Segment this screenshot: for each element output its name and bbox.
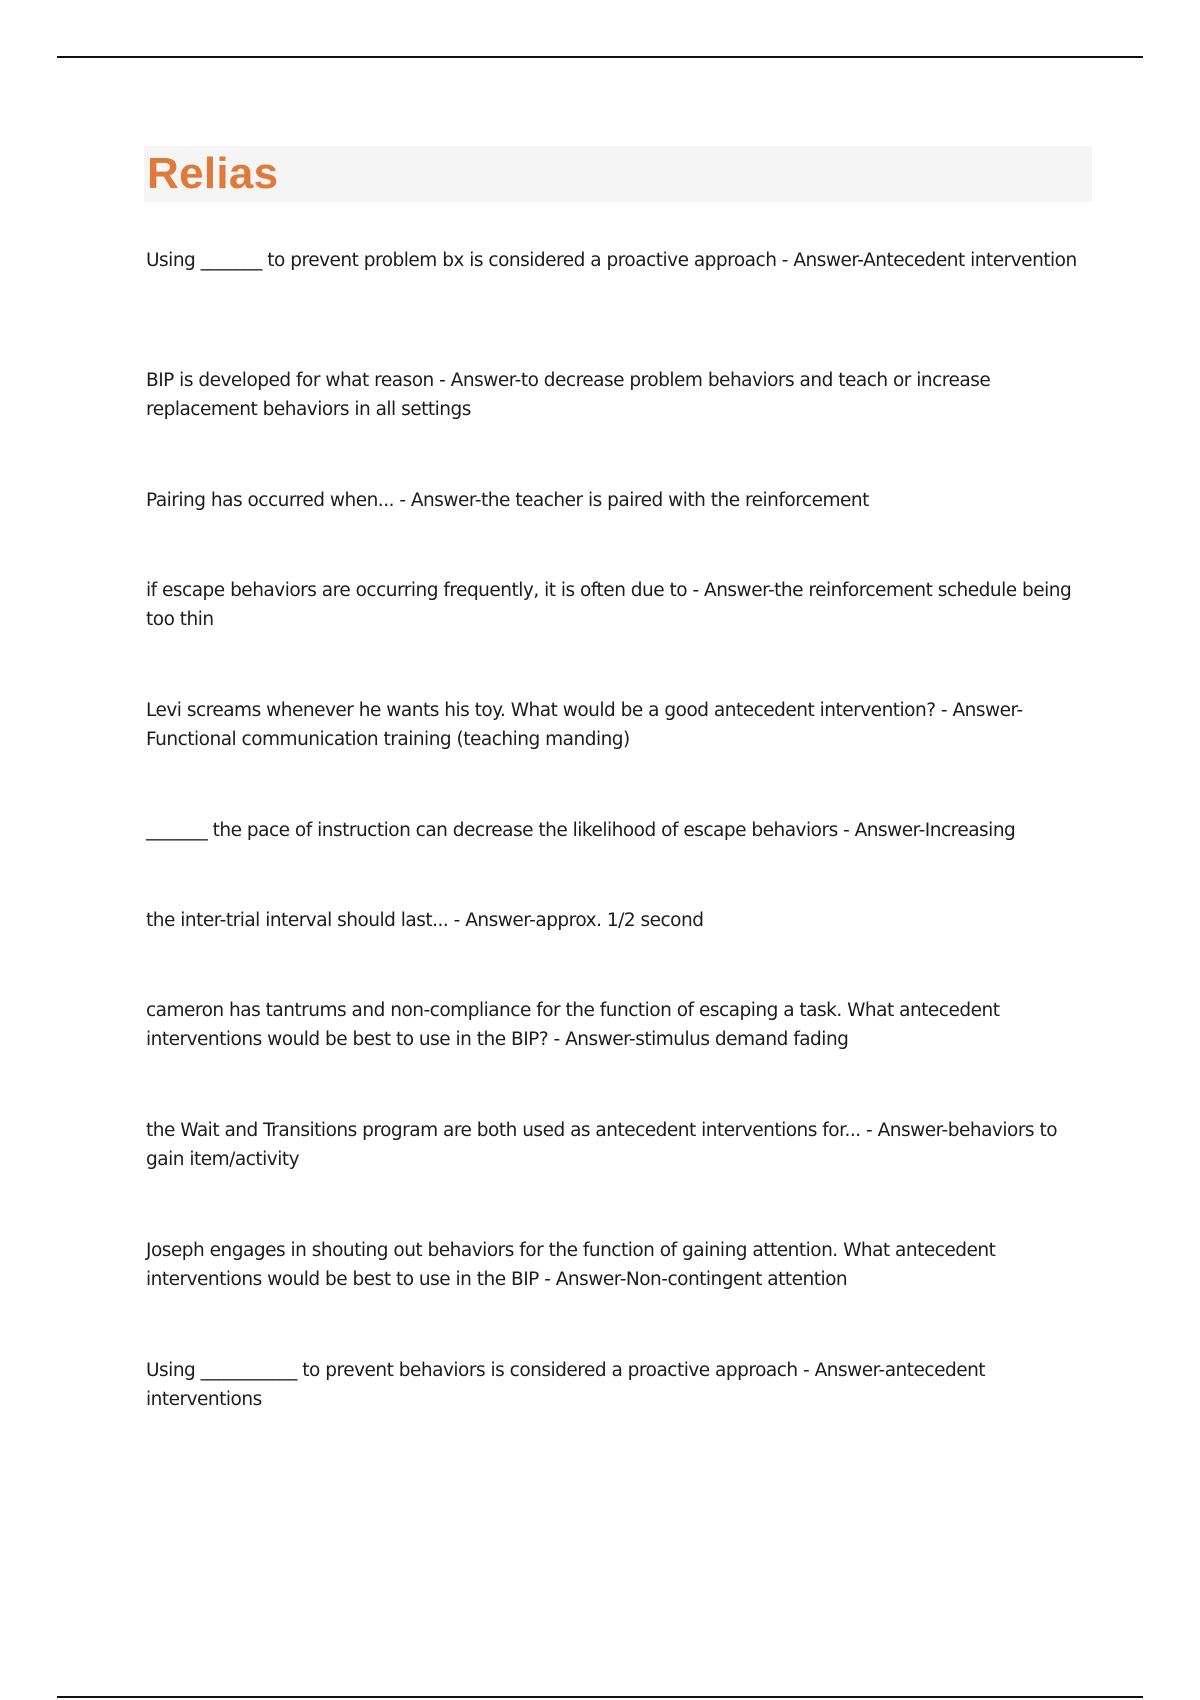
qa-item: if escape behaviors are occurring frequently, it is often due to - Answer-the reinforcement schedule being too thin	[146, 580, 1072, 630]
header-rule	[57, 56, 1143, 58]
qa-item: the inter-trial interval should last... - Answer-approx. 1/2 second	[146, 910, 704, 931]
qa-item: the Wait and Transitions program are both used as antecedent interventions for... - Answer-behaviors to gain item/activity	[146, 1120, 1058, 1170]
qa-item: Using ___________ to prevent behaviors is considered a proactive approach - Answer-antecedent interventions	[146, 1360, 986, 1410]
qa-item: _______ the pace of instruction can decrease the likelihood of escape behaviors - Answer-Increasing	[146, 820, 1016, 841]
qa-item: cameron has tantrums and non-compliance for the function of escaping a task. What antecedent interventions would be best to use in the BIP? - Answer-stimulus demand fading	[146, 1000, 1000, 1050]
qa-item: Pairing has occurred when... - Answer-the teacher is paired with the reinforcement	[146, 490, 869, 511]
qa-item: Levi screams whenever he wants his toy. What would be a good antecedent intervention? - Answer-Functional communication training (teaching manding)	[146, 700, 1023, 750]
document-title: Relias	[147, 149, 279, 198]
qa-item: Using _______ to prevent problem bx is considered a proactive approach - Answer-Antecedent intervention	[146, 250, 1077, 271]
qa-item: Joseph engages in shouting out behaviors for the function of gaining attention. What antecedent interventions would be best to use in the BIP - Answer-Non-contingent attention	[146, 1240, 996, 1290]
qa-item: BIP is developed for what reason - Answer-to decrease problem behaviors and teach or increase replacement behaviors in all settings	[146, 370, 991, 420]
footer-rule	[57, 1696, 1143, 1698]
title-band	[144, 146, 1092, 202]
